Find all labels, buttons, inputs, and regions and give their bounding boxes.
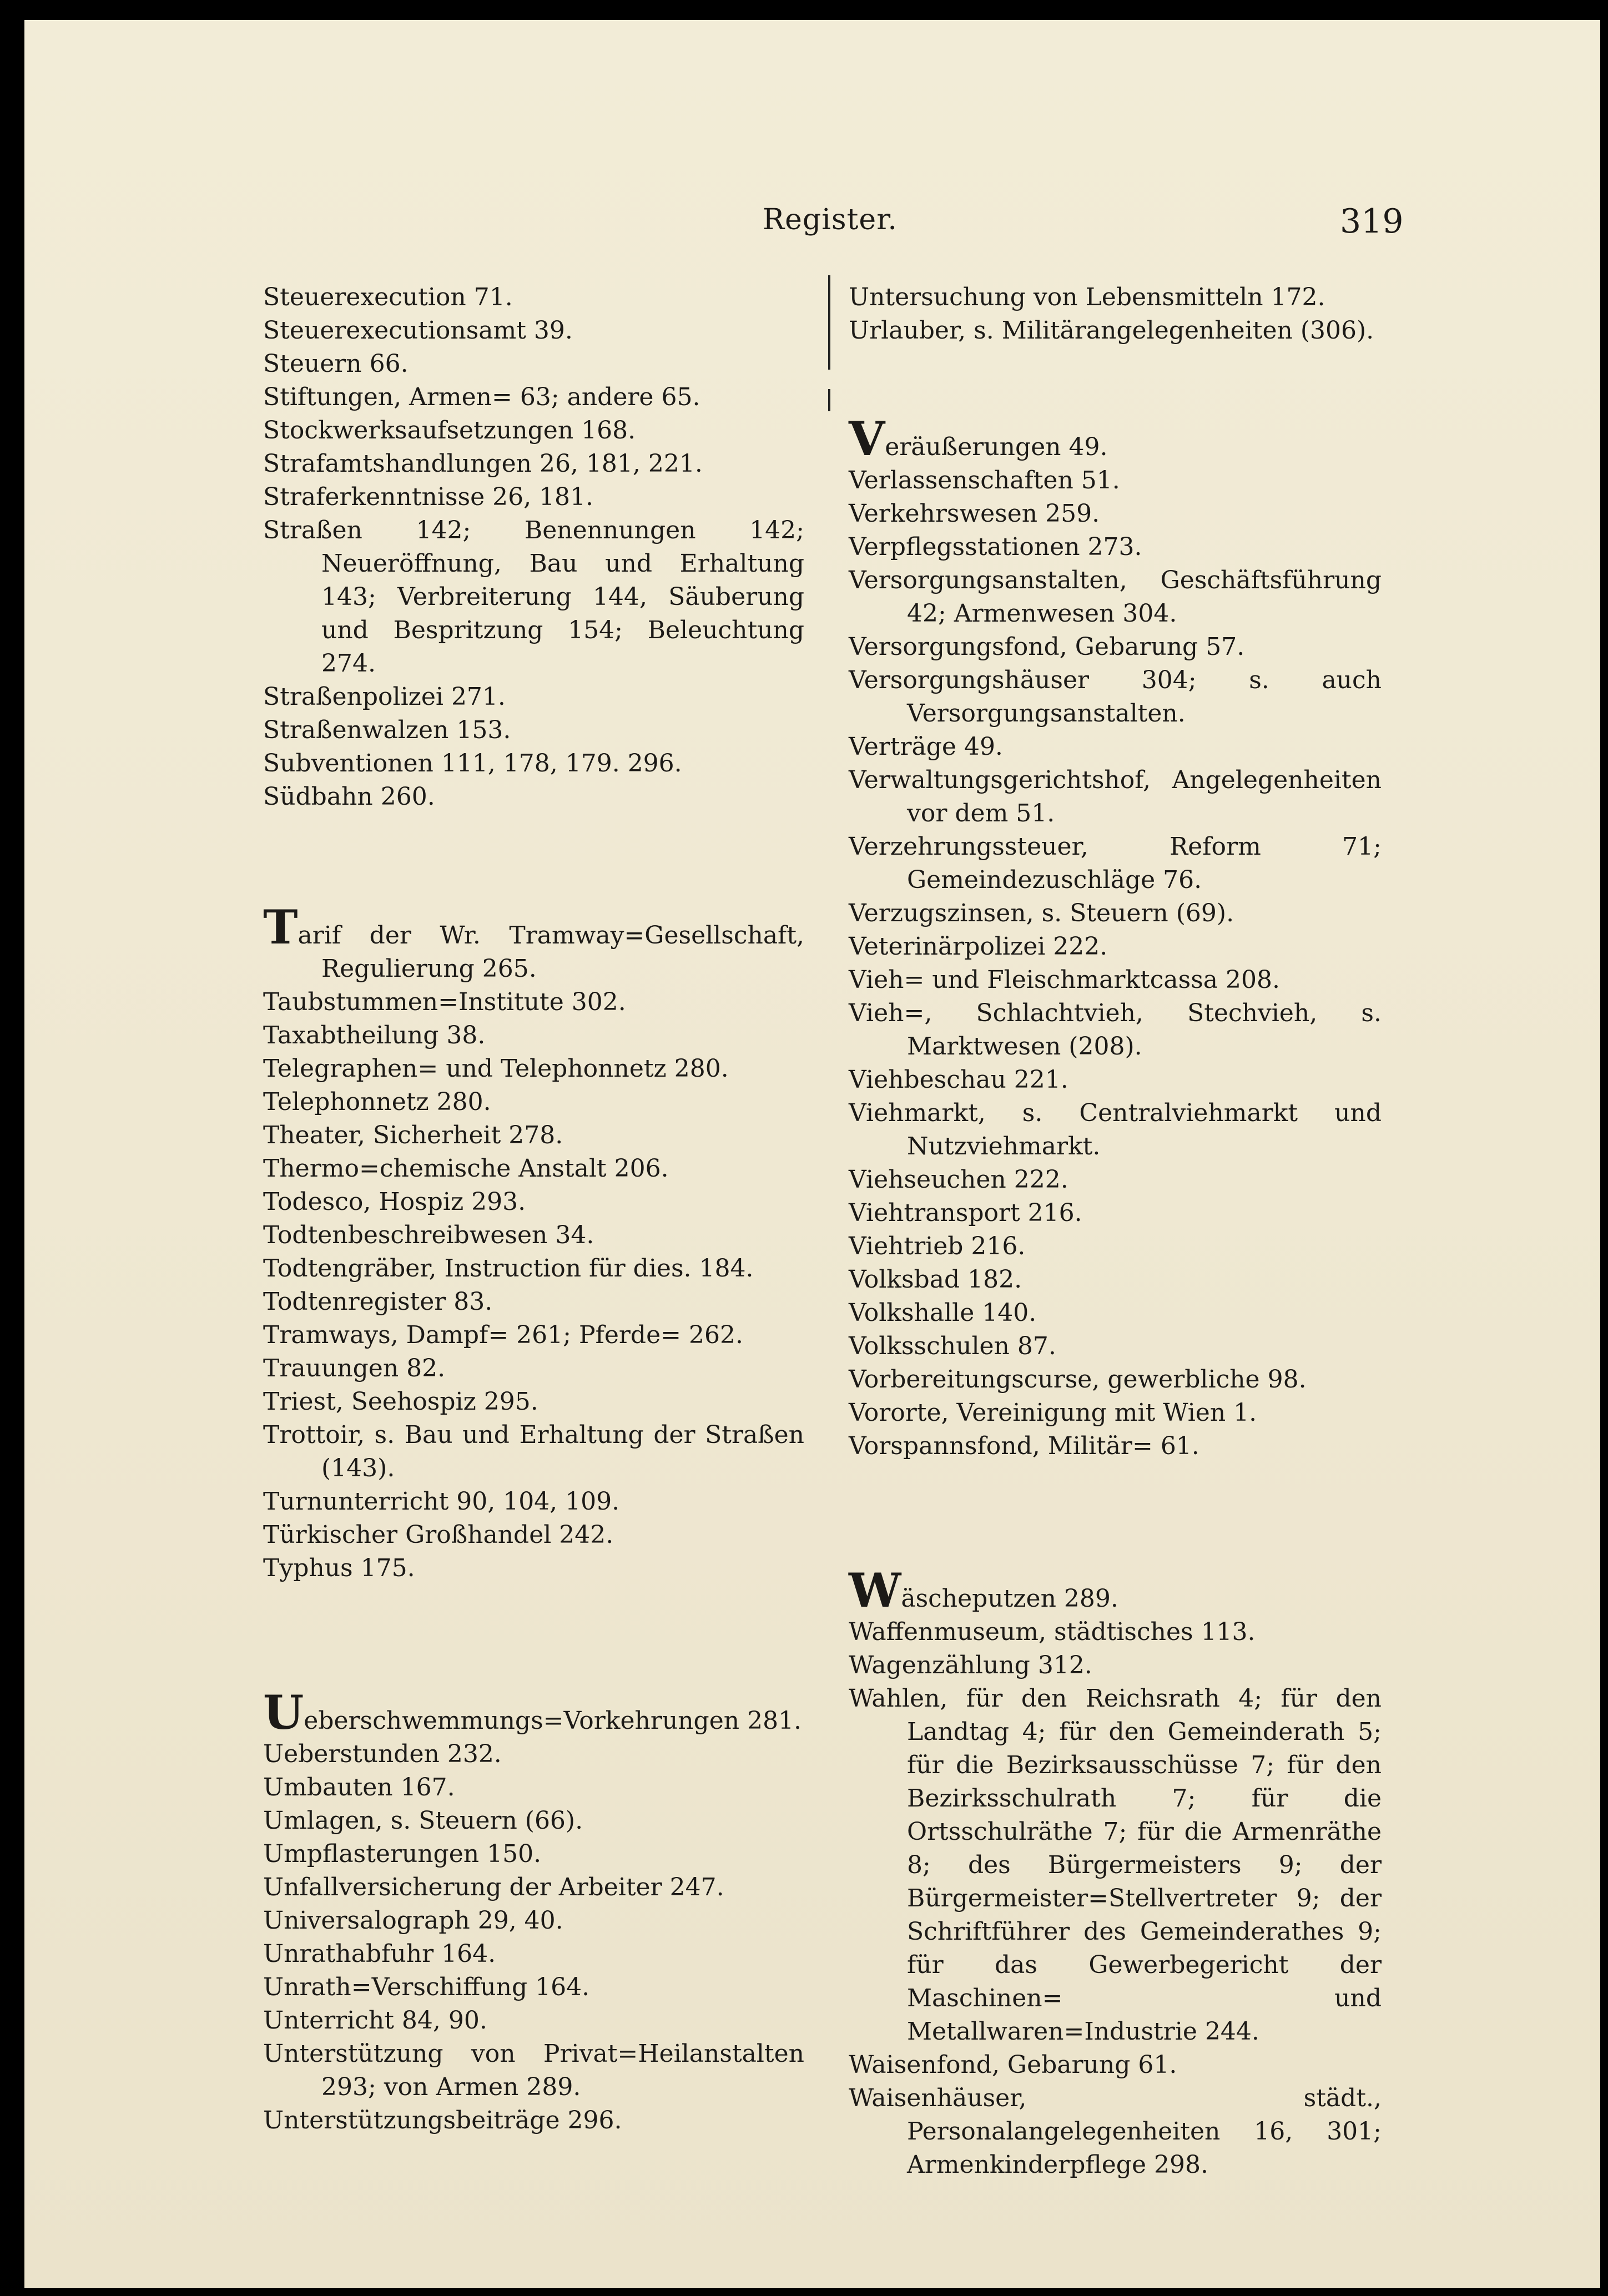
index-entry: Universalograph 29, 40.: [263, 1906, 563, 1935]
running-header-title: Register.: [763, 203, 898, 236]
index-entry: Umlagen, s. Steuern (66).: [263, 1806, 583, 1835]
index-entry: Straßen 142; Benennungen 142; Neueröffnung, Bau und Erhaltung 143; Verbreiterung 144, Säuberung und Bespritzung 154; Beleuchtung 274.: [263, 516, 804, 678]
index-entry: Typhus 175.: [263, 1554, 415, 1582]
index-entry: Straßenwalzen 153.: [263, 716, 511, 744]
index-entry-first: [849, 1563, 1382, 1618]
section-initial: V: [849, 411, 885, 466]
index-entry: Viehtrieb 216.: [849, 1232, 1026, 1260]
index-entry: Trottoir, s. Bau und Erhaltung der Straßen (143).: [263, 1421, 804, 1482]
column-divider-mid: [828, 389, 830, 411]
index-entry: Viehseuchen 222.: [849, 1165, 1068, 1194]
w-section: [849, 1563, 1382, 2182]
index-entry: Umbauten 167.: [263, 1773, 455, 1802]
index-entry: Waffenmuseum, städtisches 113.: [849, 1618, 1256, 1646]
index-entry: Theater, Sicherheit 278.: [263, 1121, 563, 1149]
index-entry: Verzugszinsen, s. Steuern (69).: [849, 899, 1234, 927]
index-entry: Wahlen, für den Reichsrath 4; für den Landtag 4; für den Gemeinderath 5; für die Bezirksausschüsse 7; für den Bezirksschulrath 7; für die Ortsschulräthe 7; für die Armenräthe 8; des Bürgermeisters 9; der Bürgermeister=Stellvertreter 9; der Schriftführer des Gemeinderathes 9; für das Gewerbegericht der Maschinen= und Metallwaren=Industrie 244.: [849, 1684, 1382, 2046]
index-entry: Unterstützungsbeiträge 296.: [263, 2106, 622, 2134]
index-entry: Stiftungen, Armen= 63; andere 65.: [263, 383, 700, 411]
index-entry: Steuern 66.: [263, 350, 409, 378]
index-entry: Verzehrungssteuer, Reform 71; Gemeindezuschläge 76.: [849, 832, 1382, 894]
index-entry-first: [849, 411, 1382, 466]
index-entry: Versorgungsanstalten, Geschäftsführung 42; Armenwesen 304.: [849, 566, 1382, 628]
index-entry: Triest, Seehospiz 295.: [263, 1387, 538, 1416]
right-column: [849, 281, 1382, 2182]
index-entry: Volkshalle 140.: [849, 1299, 1037, 1327]
index-entry: Versorgungshäuser 304; s. auch Versorgungsanstalten.: [849, 666, 1382, 728]
index-entry: Ueberstunden 232.: [263, 1740, 502, 1768]
index-entry: Südbahn 260.: [263, 783, 435, 811]
index-entry: Steuerexecutionsamt 39.: [263, 316, 573, 345]
index-entry: Verkehrswesen 259.: [849, 499, 1100, 528]
entry-text: arif der Wr. Tramway=Gesellschaft, Regulierung 265.: [298, 921, 804, 983]
index-entry: Viehbeschau 221.: [849, 1066, 1068, 1094]
index-entry: Volksbad 182.: [849, 1265, 1022, 1294]
index-entry: Untersuchung von Lebensmitteln 172.: [849, 283, 1325, 311]
index-entry: Unrathabfuhr 164.: [263, 1940, 496, 1968]
entry-text: eräußerungen 49.: [885, 433, 1108, 461]
u-section: [263, 1685, 804, 2137]
index-entry: Volksschulen 87.: [849, 1332, 1056, 1360]
index-entry: Telegraphen= und Telephonnetz 280.: [263, 1054, 729, 1083]
index-entry: Todtenregister 83.: [263, 1288, 493, 1316]
index-entry: Waisenfond, Gebarung 61.: [849, 2051, 1177, 2079]
index-entry: Unfallversicherung der Arbeiter 247.: [263, 1873, 724, 1901]
index-entry: Stockwerksaufsetzungen 168.: [263, 416, 636, 445]
index-entry: Straferkenntnisse 26, 181.: [263, 483, 594, 511]
left-column: [263, 281, 804, 2137]
index-entry: Trauungen 82.: [263, 1354, 446, 1382]
index-entry: Strafamtshandlungen 26, 181, 221.: [263, 450, 703, 478]
index-entry: Unterricht 84, 90.: [263, 2006, 487, 2035]
column-divider-top: [828, 275, 830, 370]
index-entry: Türkischer Großhandel 242.: [263, 1521, 614, 1549]
index-entry: Steuerexecution 71.: [263, 283, 513, 311]
entry-text: eberschwemmungs=Vorkehrungen 281.: [304, 1707, 802, 1735]
index-entry: Vororte, Vereinigung mit Wien 1.: [849, 1399, 1257, 1427]
index-entry-first: [263, 900, 804, 986]
entry-text: äscheputzen 289.: [901, 1585, 1118, 1613]
index-entry: Versorgungsfond, Gebarung 57.: [849, 633, 1245, 661]
index-entry: Veterinärpolizei 222.: [849, 932, 1108, 961]
index-entry: Telephonnetz 280.: [263, 1088, 491, 1116]
s-section: [263, 281, 804, 814]
index-entry: Verpflegsstationen 273.: [849, 533, 1142, 561]
index-entry: Todtenbeschreibwesen 34.: [263, 1221, 594, 1249]
t-section: [263, 900, 804, 1585]
index-entry: Unrath=Verschiffung 164.: [263, 1973, 590, 2001]
index-entry: Straßenpolizei 271.: [263, 683, 506, 711]
index-entry: Verträge 49.: [849, 733, 1003, 761]
index-entry: Tramways, Dampf= 261; Pferde= 262.: [263, 1321, 743, 1349]
index-entry: Wagenzählung 312.: [849, 1651, 1092, 1679]
section-initial: U: [263, 1685, 304, 1740]
index-entry: Todtengräber, Instruction für dies. 184.: [263, 1254, 754, 1283]
index-entry: Taxabtheilung 38.: [263, 1021, 486, 1049]
index-entry: Urlauber, s. Militärangelegenheiten (306).: [849, 316, 1374, 345]
index-entry: Vorspannsfond, Militär= 61.: [849, 1432, 1199, 1460]
section-initial: W: [849, 1563, 901, 1618]
index-entry: Viehmarkt, s. Centralviehmarkt und Nutzviehmarkt.: [849, 1099, 1382, 1160]
v-section: [849, 411, 1382, 1463]
index-entry: Vieh= und Fleischmarktcassa 208.: [849, 966, 1280, 994]
index-entry-first: [263, 1685, 804, 1740]
page-number: 319: [1340, 202, 1404, 241]
index-entry: Verlassenschaften 51.: [849, 466, 1120, 494]
index-entry: Taubstummen=Institute 302.: [263, 988, 626, 1016]
index-entry: Umpflasterungen 150.: [263, 1840, 542, 1868]
index-entry: Viehtransport 216.: [849, 1199, 1082, 1227]
section-initial: T: [263, 900, 298, 955]
index-entry: Vorbereitungscurse, gewerbliche 98.: [849, 1365, 1307, 1394]
index-entry: Todesco, Hospiz 293.: [263, 1188, 526, 1216]
index-entry: Vieh=, Schlachtvieh, Stechvieh, s. Marktwesen (208).: [849, 999, 1382, 1061]
index-entry: Subventionen 111, 178, 179. 296.: [263, 749, 682, 778]
index-entry: Turnunterricht 90, 104, 109.: [263, 1487, 620, 1516]
index-entry: Waisenhäuser, städt., Personalangelegenheiten 16, 301; Armenkinderpflege 298.: [849, 2084, 1382, 2179]
u-continued-section: [849, 281, 1382, 347]
index-entry: Thermo=chemische Anstalt 206.: [263, 1154, 669, 1183]
index-entry: Verwaltungsgerichtshof, Angelegenheiten vor dem 51.: [849, 766, 1382, 827]
index-entry: Unterstützung von Privat=Heilanstalten 293; von Armen 289.: [263, 2040, 804, 2101]
